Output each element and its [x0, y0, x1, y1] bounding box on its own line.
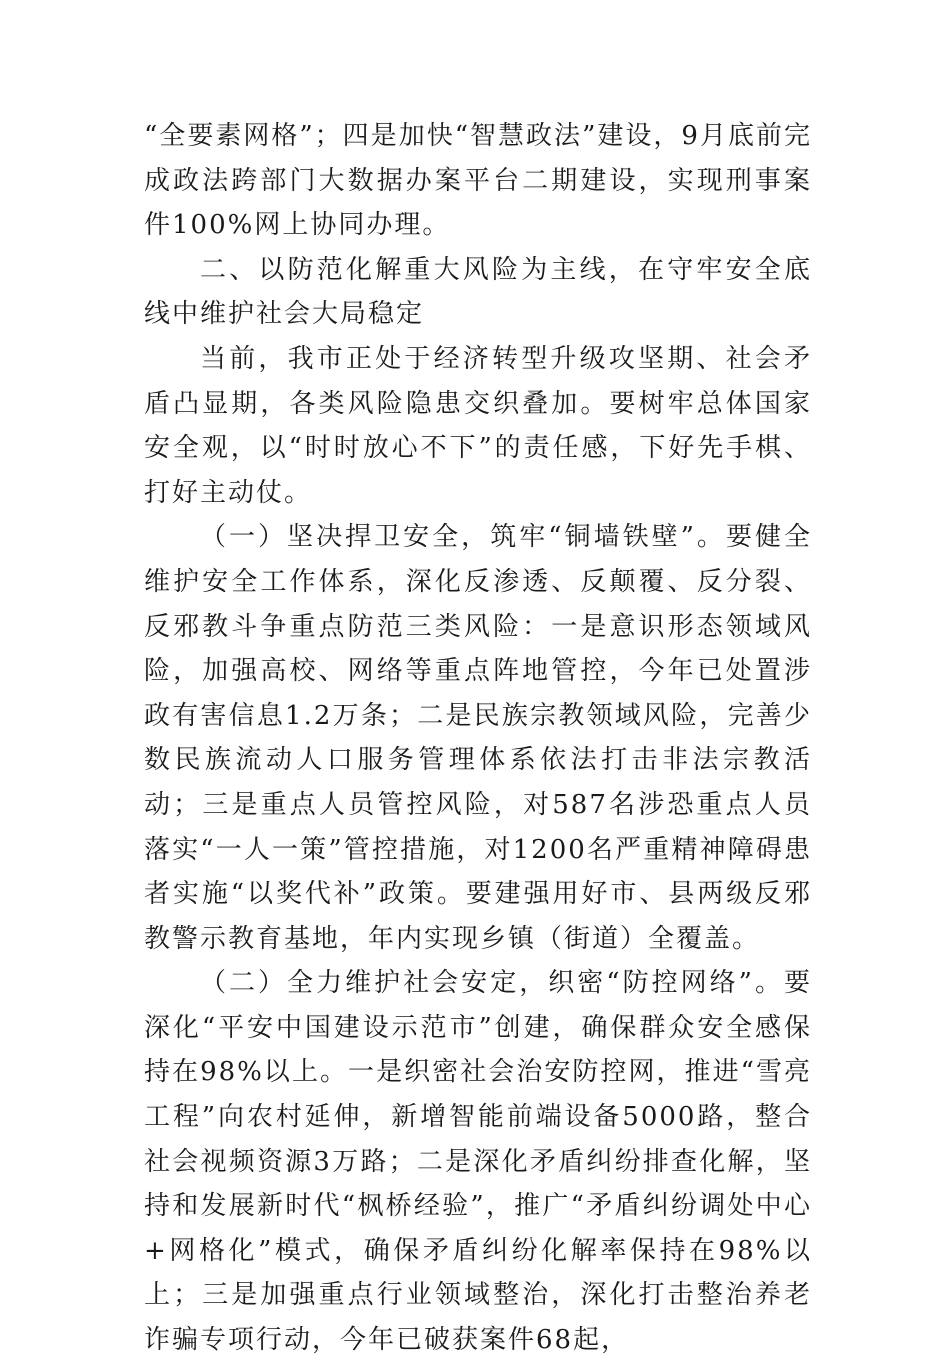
document-body	[144, 114, 812, 1363]
paragraph-security: （一）坚决捍卫安全，筑牢“铜墙铁壁”。要健全维护安全工作体系，深化反渗透、反颠覆、反分裂、反邪教斗争重点防范三类风险：一是意识形态领域风险，加强高校、网络等重点阵地管控，今年已处置涉政有害信息1.2万条；二是民族宗教领域风险，完善少数民族流动人口服务管理体系依法打击非法宗教活动；三是重点人员管控风险，对587名涉恐重点人员落实“一人一策”管控措施，对1200名严重精神障碍患者实施“以奖代补”政策。要建强用好市、县两级反邪教警示教育基地，年内实现乡镇（街道）全覆盖。	[144, 522, 812, 954]
paragraph-stability: （二）全力维护社会安定，织密“防控网络”。要深化“平安中国建设示范市”创建，确保群众安全感保持在98%以上。一是织密社会治安防控网，推进“雪亮工程”向农村延伸，新增智能前端设备5000路，整合社会视频资源3万路；二是深化矛盾纠纷排查化解，坚持和发展新时代“枫桥经验”，推广“矛盾纠纷调处中心+网格化”模式，确保矛盾纠纷化解率保持在98%以上；三是加强重点行业领域整治，深化打击整治养老诈骗专项行动，今年已破获案件68起，	[144, 968, 812, 1356]
paragraph-intro: 当前，我市正处于经济转型升级攻坚期、社会矛盾凸显期，各类风险隐患交织叠加。要树牢总体国家安全观，以“时时放心不下”的责任感，下好先手棋、打好主动仗。	[144, 343, 812, 508]
section-heading: 二、以防范化解重大风险为主线，在守牢安全底线中维护社会大局稳定	[144, 254, 812, 330]
paragraph-continuation: “全要素网格”；四是加快“智慧政法”建设，9月底前完成政法跨部门大数据办案平台二期建设，实现刑事案件100%网上协同办理。	[144, 121, 812, 241]
